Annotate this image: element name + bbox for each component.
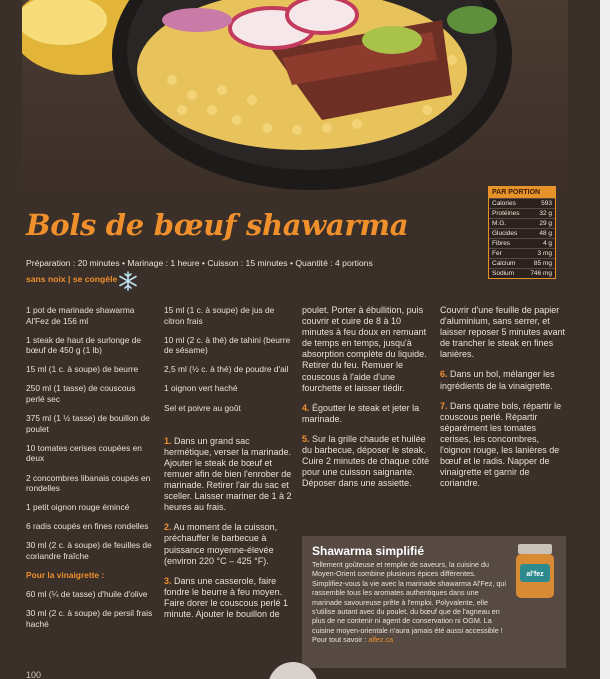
ingredient-item: 1 oignon vert haché [164, 383, 238, 394]
ingredient-item: 2 concombres libanais coupés en rondelles [26, 472, 151, 494]
alfez-link[interactable]: alfez.ca [368, 635, 394, 645]
recipe-meta: Préparation : 20 minutes • Marinage : 1 heure • Cuisson : 15 minutes • Quantité : 4 portions [26, 258, 373, 268]
nutrition-row: Sodium 746 mg [489, 268, 555, 278]
recipe-title: Bols de bœuf shawarma [26, 208, 409, 242]
page-edge [600, 0, 610, 679]
nutrition-row: Calcium 85 mg [489, 258, 555, 268]
nutrition-row: Protéines 32 g [489, 208, 555, 218]
ingredient-item: Sel et poivre au goût [164, 402, 241, 413]
nutrition-row: Fibres 4 g [489, 238, 555, 248]
recipe-step: Couvrir d'une feuille de papier d'aluminium, sans serrer, et laisser reposer 5 minutes avant de trancher le steak en fines lanières. [440, 305, 566, 360]
ingredient-item: 60 ml (¼ de tasse) d'huile d'olive [26, 589, 148, 600]
ingredient-item: 250 ml (1 tasse) de couscous perlé sec [26, 383, 136, 405]
ingredient-item: 15 ml (1 c. à soupe) de beurre [26, 364, 139, 375]
marinade-jar-image [512, 542, 558, 600]
recipe-step: poulet. Porter à ébullition, puis couvrir et cuire de 8 à 10 minutes à feu doux en remuant de temps en temps, jusqu'à absorption complète du liquide. Retirer du feu. Remuer le couscous à l'aide d'une fourchette et laisser tiédir. [302, 305, 427, 393]
recipe-step: 7. Dans quatre bols, répartir le couscous perlé. Répartir séparément les tomates cerises, les concombres, l'oignon rouge, les lanières de bœuf et le radis. Napper de vinaigrette et garnir de coriandre. [440, 400, 562, 489]
ingredient-item: 1 pot de marinade shawarma Al'Fez de 156 ml [26, 305, 135, 326]
ingredient-item: 375 ml (1 ½ tasse) de bouillon de poulet [26, 413, 150, 434]
ingredient-item: 10 tomates cerises coupées en deux [26, 442, 142, 464]
recipe-step: 1. Dans un grand sac hermétique, verser la marinade. Ajouter le steak de bœuf et remuer afin de bien l'enrober de marinade. Retirer l'air du sac et sceller. Laisser mariner de 1 à 2 heures au frais. [164, 435, 292, 513]
ingredient-item: 1 steak de haut de surlonge de bœuf de 450 g (1 lb) [26, 334, 142, 356]
ingredient-item: 6 radis coupés en fines rondelles [26, 521, 149, 532]
ingredient-item: 1 petit oignon rouge émincé [26, 502, 130, 513]
tip-box-text: Tellement goûteuse et remplie de saveurs, la cuisine du Moyen-Orient combine plusieurs épices différentes. Simplifiez-vous la vie avec la marinade shawarma Al'Fez, qui rassemble tous les aromates authentiques dans une marinade savoureuse prête à l'emploi. Polyvalente, elle s'utilise autant avec du poulet, du bœuf que de l'agneau en plus de ne contenir ni agent de conservation ni OGM. La cuisine moyen-orientale n'aura jamais été aussi accessible ! Pour tout savoir : alfez.ca [312, 560, 506, 645]
jar-label: al'fez [526, 571, 544, 578]
recipe-step: 4. Égoutter le steak et jeter la marinade. [302, 402, 420, 424]
ingredient-item: 2,5 ml (½ c. à thé) de poudre d'ail [164, 364, 289, 375]
recipe-tags: sans noix | se congèle [26, 274, 118, 284]
tip-box [302, 536, 566, 668]
recipe-step: 5. Sur la grille chaude et huilée du barbecue, déposer le steak. Cuire 2 minutes de chaque côté pour une cuisson saignante. Déposer dans une assiette. [302, 433, 430, 489]
page-number: 100 [26, 670, 42, 679]
vinaigrette-heading: Pour la vinaigrette : [26, 570, 105, 581]
recipe-step: 2. Au moment de la cuisson, préchauffer le barbecue à puissance moyenne-élevée (environ 220 °C – 425 °F). [164, 522, 278, 566]
column-2 [164, 305, 294, 629]
recipe-step: 6. Dans un bol, mélanger les ingrédients de la vinaigrette. [440, 369, 555, 391]
recipe-step: 3. Dans une casserole, faire fondre le beurre à feu moyen. Faire dorer le couscous perlé 1 minute. Ajouter le bouillon de [164, 575, 289, 619]
tip-box-title: Shawarma simplifié [312, 544, 425, 558]
ingredient-item: 30 ml (2 c. à soupe) de feuilles de coriandre fraîche [26, 540, 152, 561]
column-3 [302, 305, 430, 498]
nutrition-row: Fer 3 mg [489, 248, 555, 258]
ingredient-item: 30 ml (2 c. à soupe) de persil frais haché [26, 608, 153, 629]
column-4 [440, 305, 566, 498]
shawarma-bowl-photo [22, 0, 568, 198]
nutrition-row: Glucides 48 g [489, 228, 555, 238]
nutrition-row: Calories 593 [489, 198, 555, 208]
ingredient-item: 15 ml (1 c. à soupe) de jus de citron frais [164, 305, 275, 326]
ingredient-item: 10 ml (2 c. à thé) de tahini (beurre de sésame) [164, 334, 291, 356]
nutrition-header: PAR PORTION [489, 187, 555, 198]
snowflake-icon [118, 271, 138, 291]
ingredients-column-1 [26, 305, 154, 638]
nutrition-table [488, 186, 556, 279]
nutrition-row: M.G. 29 g [489, 218, 555, 228]
